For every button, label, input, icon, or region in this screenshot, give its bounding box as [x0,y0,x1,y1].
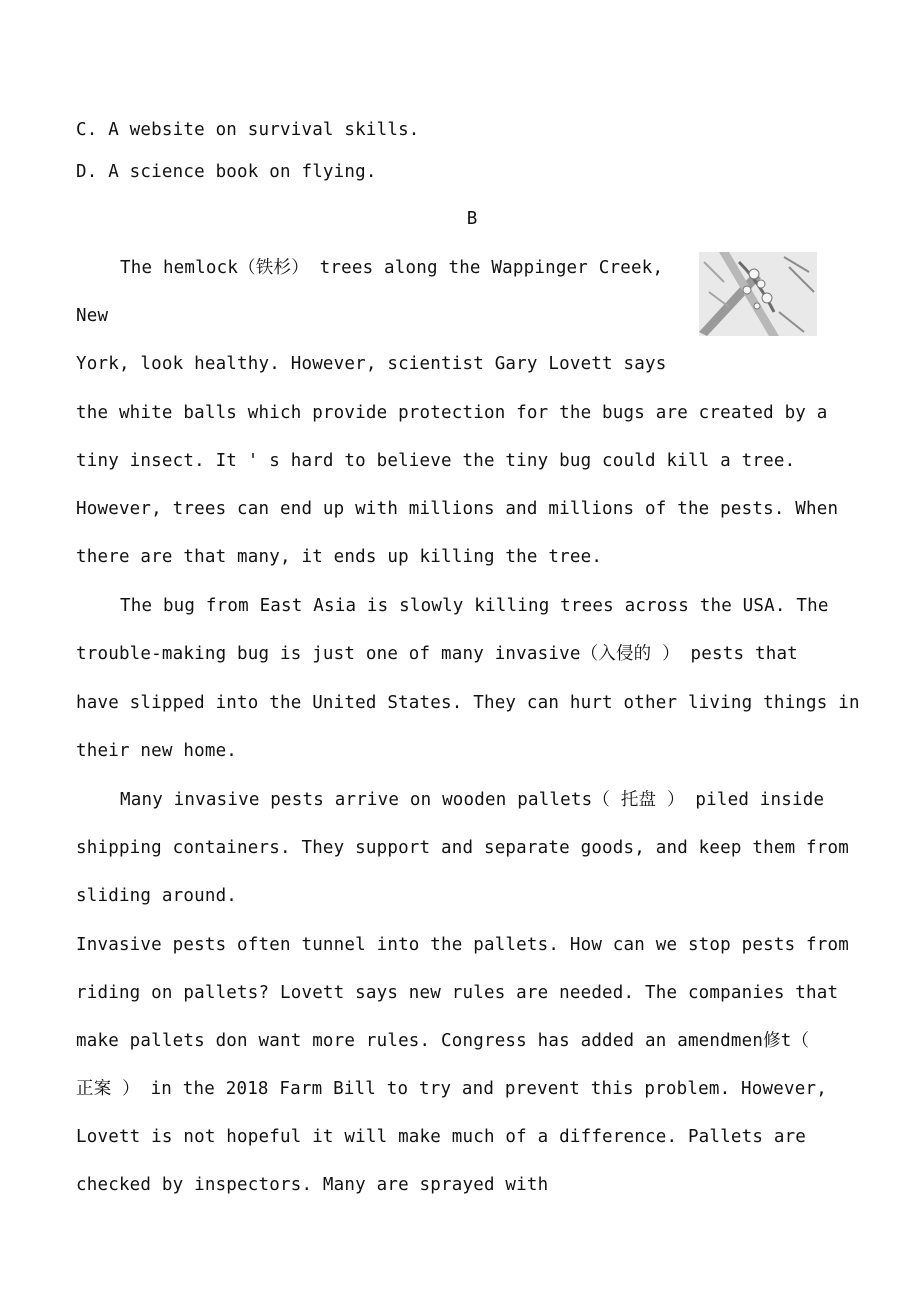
p1-line-2: New [76,306,109,326]
p2-line-2: trouble-making bug is just one of many invasive（入侵的 ） pests that [76,644,798,664]
p3-line-1: Many invasive pests arrive on wooden pallets（ 托盘 ） piled inside [120,790,825,810]
p1-line-1: The hemlock（铁杉） trees along the Wappinger Creek, [120,258,664,278]
p4-line-5: Lovett is not hopeful it will make much of a difference. Pallets are [76,1127,807,1147]
p1-line-3: York, look healthy. However, scientist Gary Lovett says [76,354,667,374]
p1-line-7: there are that many, it ends up killing the tree. [76,547,603,567]
p2-line-4: their new home. [76,741,238,761]
hemlock-photo [699,252,817,336]
section-label: B [466,209,478,229]
p4-line-1: Invasive pests often tunnel into the pallets. How can we stop pests from [76,935,849,955]
p1-line-4: the white balls which provide protection for the bugs are created by a [76,403,828,423]
p4-line-2: riding on pallets? Lovett says new rules are needed. The companies that [76,983,839,1003]
p2-line-1: The bug from East Asia is slowly killing trees across the USA. The [120,596,829,616]
hemlock-branch-illustration [699,252,817,336]
p3-line-3: sliding around. [76,886,238,906]
p1-line-5: tiny insect. It ' s hard to believe the tiny bug could kill a tree. [76,451,796,471]
p4-line-3: make pallets don want more rules. Congress has added an amendmen修t（ [76,1031,810,1051]
option-d: D. A science book on flying. [76,162,377,182]
p4-line-4: 正案 ） in the 2018 Farm Bill to try and prevent this problem. However, [76,1079,827,1099]
p4-line-6: checked by inspectors. Many are sprayed with [76,1175,549,1195]
p3-line-2: shipping containers. They support and separate goods, and keep them from [76,838,849,858]
p2-line-3: have slipped into the United States. They can hurt other living things in [76,693,860,713]
p1-line-6: However, trees can end up with millions and millions of the pests. When [76,499,839,519]
option-c: C. A website on survival skills. [76,120,420,140]
